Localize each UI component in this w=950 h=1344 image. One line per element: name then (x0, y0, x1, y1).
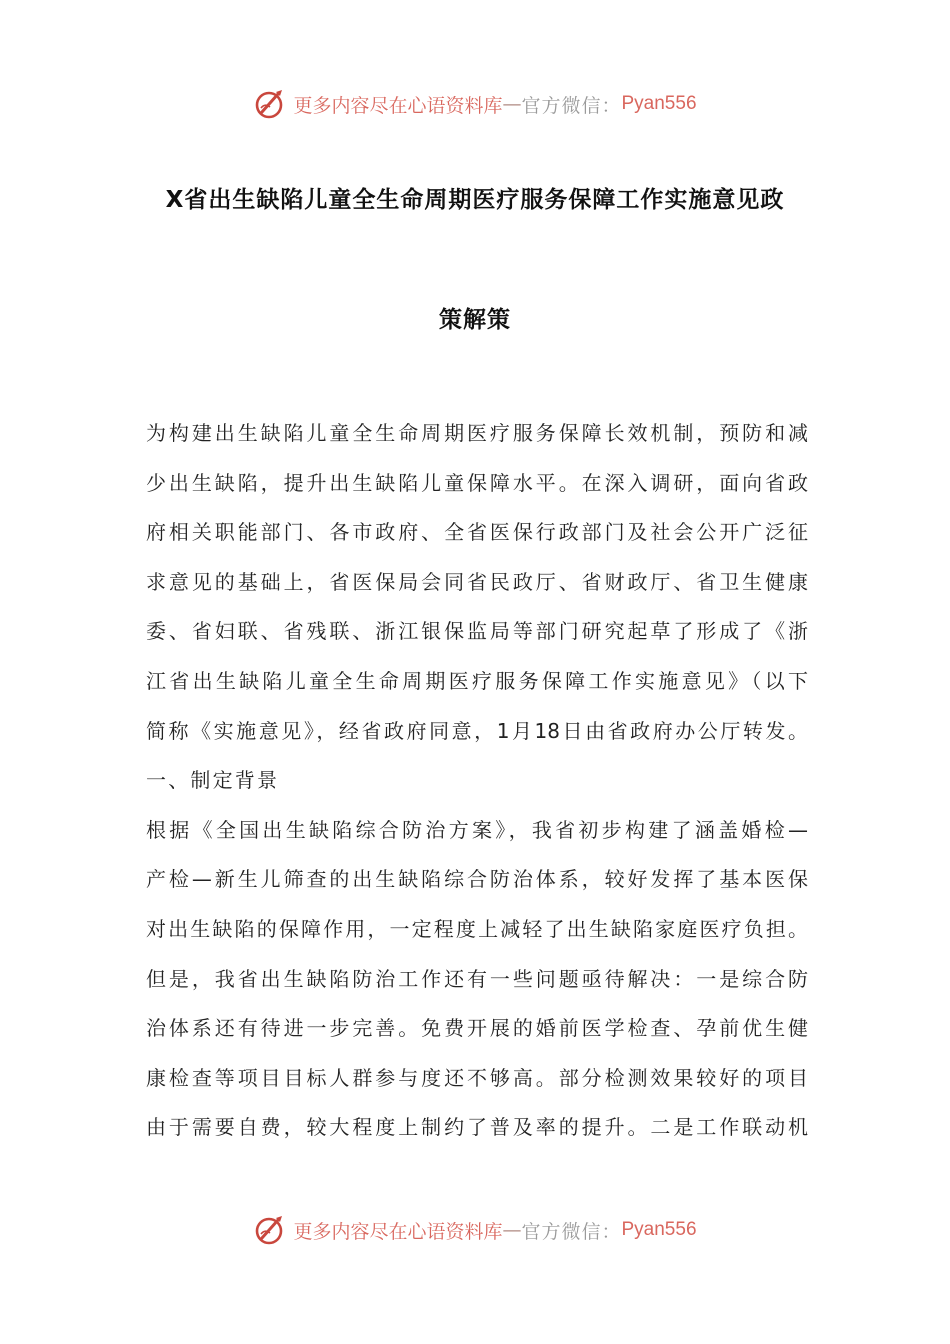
document-title-line-1: X省出生缺陷儿童全生命周期医疗服务保障工作实施意见政 (165, 187, 785, 213)
body-line: 由于需要自费，较大程度上制约了普及率的提升。二是工作联动机 (146, 1115, 808, 1140)
footer-watermark (0, 1210, 950, 1250)
watermark-brand-text: 更多内容尽在心语资料库 (293, 94, 503, 117)
watermark-wechat-id: Pyan556 (621, 1219, 697, 1240)
watermark-wechat-label: 官方微信： (521, 94, 622, 117)
body-line: 治体系还有待进一步完善。免费开展的婚前医学检查、孕前优生健 (146, 1016, 808, 1041)
body-line: 根据《全国出生缺陷综合防治方案》，我省初步构建了涵盖婚检— (146, 817, 808, 842)
body-line: 产检—新生儿筛查的出生缺陷综合防治体系，较好发挥了基本医保 (146, 867, 808, 892)
watermark-separator: — (502, 93, 522, 115)
header-watermark (0, 84, 950, 124)
pen-logo-icon (253, 87, 287, 121)
body-line: 委、省妇联、省残联、浙江银保监局等部门研究起草了形成了《浙 (146, 619, 808, 644)
body-line: 但是，我省出生缺陷防治工作还有一些问题亟待解决：一是综合防 (146, 966, 808, 991)
watermark-wechat-label: 官方微信： (521, 1220, 622, 1243)
document-title-line-2: 策解策 (439, 307, 511, 333)
body-line: 江省出生缺陷儿童全生命周期医疗服务保障工作实施意见》（以下 (146, 668, 808, 693)
body-line: 康检查等项目目标人群参与度还不够高。部分检测效果较好的项目 (146, 1065, 808, 1090)
watermark-brand-text: 更多内容尽在心语资料库 (293, 1220, 503, 1243)
document-body (146, 413, 808, 1157)
pen-logo-icon (253, 1213, 287, 1247)
watermark-wechat-id: Pyan556 (621, 93, 697, 114)
body-line: 求意见的基础上，省医保局会同省民政厅、省财政厅、省卫生健康 (146, 569, 808, 594)
body-line: 对出生缺陷的保障作用，一定程度上减轻了出生缺陷家庭医疗负担。 (146, 916, 808, 941)
body-line: 府相关职能部门、各市政府、全省医保行政部门及社会公开广泛征 (146, 520, 808, 545)
body-line: 少出生缺陷，提升出生缺陷儿童保障水平。在深入调研，面向省政 (146, 470, 808, 495)
watermark-separator: — (502, 1219, 522, 1241)
body-line: 简称《实施意见》，经省政府同意，1月18日由省政府办公厅转发。 (146, 718, 808, 743)
section-heading: 一、制定背景 (146, 768, 280, 793)
body-line: 为构建出生缺陷儿童全生命周期医疗服务保障长效机制，预防和减 (146, 421, 808, 445)
